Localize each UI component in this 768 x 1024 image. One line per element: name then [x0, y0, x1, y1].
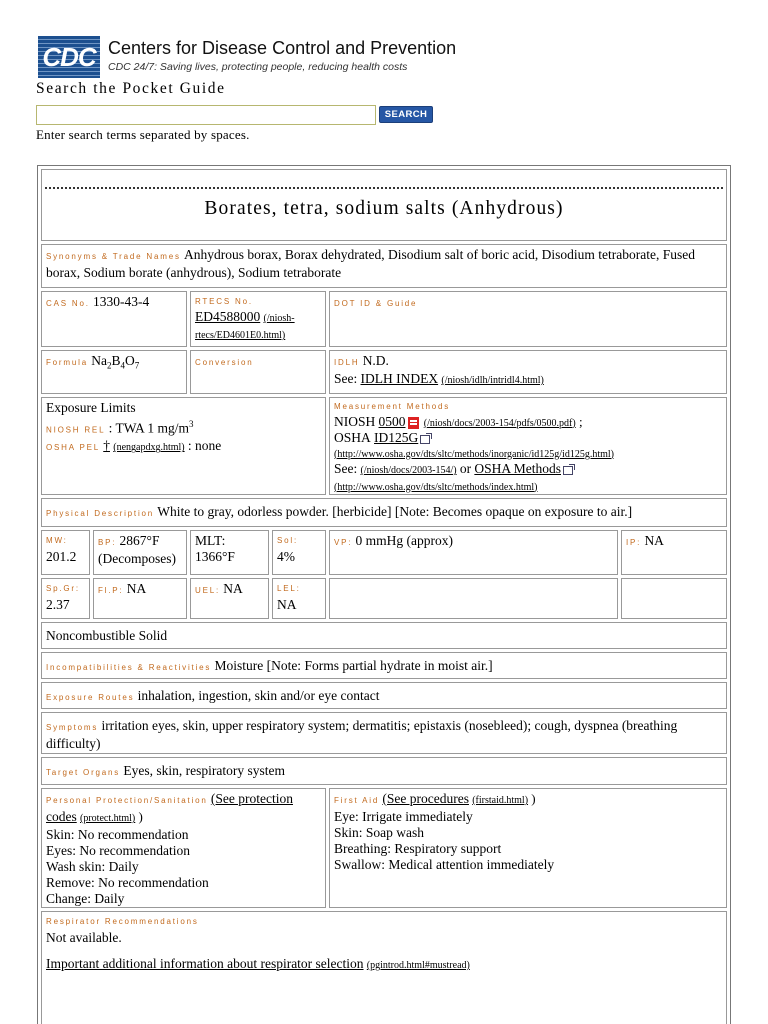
- or-text: or: [459, 461, 472, 476]
- spgr-value: 2.37: [46, 597, 70, 612]
- spgr-label: Sp.Gr:: [46, 584, 80, 593]
- site-header: [38, 36, 458, 78]
- formula-label: Formula: [46, 358, 88, 367]
- pdf-icon: [408, 417, 419, 429]
- sol-cell: [272, 530, 326, 575]
- ppe-cell: [41, 788, 326, 908]
- osha-pel-label: OSHA PEL: [46, 443, 100, 453]
- sol-value: 4%: [277, 549, 295, 564]
- idlh-cell: [329, 350, 727, 394]
- empty-cell: [329, 578, 618, 619]
- osha-method-prefix: OSHA: [334, 430, 371, 445]
- title-cell: [41, 169, 727, 241]
- lel-value: NA: [277, 597, 297, 612]
- empty-cell: [621, 578, 727, 619]
- respirator-info-link[interactable]: Important additional information about respirator selection: [46, 956, 364, 971]
- first-aid-cell: [329, 788, 727, 908]
- respirator-label: Respirator Recommendations: [46, 917, 199, 926]
- rtecs-label: RTECS No.: [195, 297, 253, 306]
- first-aid-link[interactable]: (See procedures: [382, 791, 469, 806]
- osha-pel-url[interactable]: (nengapdxg.html): [113, 442, 185, 454]
- idlh-index-url[interactable]: (/niosh/idlh/intridl4.html): [441, 375, 544, 386]
- ppe-line: Remove: No recommendation: [46, 875, 209, 890]
- osha-pel-link[interactable]: †: [103, 438, 110, 454]
- mlt-label: MLT:: [195, 533, 226, 548]
- respirator-cell: [41, 911, 727, 1024]
- flp-label: Fl.P:: [98, 586, 124, 595]
- org-name[interactable]: Centers for Disease Control and Prevention: [108, 38, 457, 58]
- exposure-limits-title: Exposure Limits: [46, 400, 136, 415]
- osha-methods-link[interactable]: OSHA Methods: [474, 461, 561, 476]
- physical-label: Physical Description: [46, 509, 155, 518]
- chemical-card: [37, 165, 731, 1024]
- external-link-icon: [563, 466, 573, 475]
- target-cell: [41, 757, 727, 785]
- tagline: CDC 24/7: Saving lives, protecting people, reducing health costs: [108, 61, 408, 73]
- synonyms-label: Synonyms & Trade Names: [46, 252, 181, 261]
- synonyms-cell: [41, 244, 727, 288]
- idlh-value: N.D.: [362, 353, 389, 368]
- search-button[interactable]: SEARCH: [379, 106, 433, 123]
- rtecs-link[interactable]: ED4588000: [195, 309, 261, 324]
- vp-cell: [329, 530, 618, 575]
- ppe-line: Change: Daily: [46, 891, 125, 906]
- synonyms-value: Anhydrous borax, Borax dehydrated, Disodium salt of boric acid, Disodium tetraborate, Fused borax, Sodium borate (anhydrous), Sodium tetraborate: [46, 247, 696, 280]
- ip-value: NA: [644, 533, 664, 548]
- ppe-close: ): [138, 809, 143, 824]
- mw-cell: [41, 530, 90, 575]
- spgr-cell: [41, 578, 90, 619]
- conversion-cell: [190, 350, 326, 394]
- cas-label: CAS No.: [46, 299, 90, 308]
- cdc-logo[interactable]: [38, 36, 100, 78]
- idlh-label: IDLH: [334, 358, 360, 367]
- mlt-value: 1366°F: [195, 549, 235, 564]
- search-hint: Enter search terms separated by spaces.: [36, 127, 250, 142]
- ip-cell: [621, 530, 727, 575]
- cdc-logo-text: CDC: [42, 41, 96, 72]
- methods-label: Measurement Methods: [334, 402, 451, 411]
- niosh-rel-sup: 3: [188, 419, 194, 429]
- search-input[interactable]: [36, 105, 376, 125]
- symptoms-value: irritation eyes, skin, upper respiratory system; dermatitis; epistaxis (nosebleed); cough, dyspnea (breathing difficulty): [46, 718, 678, 751]
- niosh-method-url[interactable]: (/niosh/docs/2003-154/pdfs/0500.pdf): [423, 417, 576, 429]
- first-aid-label: First Aid: [334, 796, 380, 805]
- osha-pel-value: : none: [187, 438, 222, 454]
- osha-method-url[interactable]: (http://www.osha.gov/dts/sltc/methods/inorganic/id125g/id125g.html): [334, 448, 614, 460]
- niosh-rel-value: : TWA 1 mg/m: [108, 420, 189, 436]
- routes-value: inhalation, ingestion, skin and/or eye contact: [137, 688, 380, 703]
- formula-cell: [41, 350, 187, 394]
- exposure-limits-cell: [41, 397, 326, 495]
- osha-methods-url[interactable]: (http://www.osha.gov/dts/sltc/methods/index.html): [334, 481, 538, 493]
- idlh-index-link[interactable]: IDLH INDEX: [360, 371, 439, 386]
- mw-value: 201.2: [46, 549, 77, 564]
- uel-value: NA: [223, 581, 243, 596]
- lel-cell: [272, 578, 326, 619]
- first-aid-line: Swallow: Medical attention immediately: [334, 857, 555, 872]
- respirator-value: Not available.: [46, 930, 122, 945]
- target-label: Target Organs: [46, 768, 121, 777]
- symptoms-cell: [41, 712, 727, 754]
- cas-value: 1330-43-4: [92, 294, 150, 309]
- chemical-name: Borates, tetra, sodium salts (Anhydrous): [204, 198, 564, 219]
- uel-label: UEL:: [195, 586, 220, 595]
- flp-value: NA: [126, 581, 147, 596]
- rtecs-url[interactable]: (/niosh-rtecs/ED4601E0.html): [195, 313, 295, 341]
- ppe-line: Wash skin: Daily: [46, 859, 139, 874]
- first-aid-line: Eye: Irrigate immediately: [334, 809, 473, 824]
- physical-cell: [41, 498, 727, 527]
- first-aid-url[interactable]: (firstaid.html): [472, 795, 529, 806]
- target-value: Eyes, skin, respiratory system: [123, 763, 285, 778]
- see-label: See:: [334, 461, 358, 476]
- ppe-label: Personal Protection/Sanitation: [46, 796, 208, 805]
- ppe-url[interactable]: (protect.html): [80, 813, 136, 824]
- external-link-icon: [420, 435, 430, 444]
- niosh-method-link[interactable]: 0500: [378, 413, 406, 429]
- mw-label: MW:: [46, 536, 68, 545]
- physical-value: White to gray, odorless powder. [herbicide] [Note: Becomes opaque on exposure to air.]: [157, 504, 633, 519]
- vp-value: 0 mmHg (approx): [355, 533, 454, 548]
- ppe-link[interactable]: (See protection codes: [46, 791, 293, 824]
- routes-label: Exposure Routes: [46, 693, 135, 702]
- bp-label: BP:: [98, 538, 117, 547]
- respirator-info-url[interactable]: (pgintrod.html#mustread): [366, 960, 470, 971]
- formula-value: $Na_2B_4O_7$: [91, 353, 140, 371]
- bp-value: 2867°F (Decomposes): [98, 533, 176, 566]
- routes-cell: [41, 682, 727, 709]
- dot-label: DOT ID & Guide: [334, 299, 418, 308]
- ip-label: IP:: [626, 538, 642, 547]
- incompat-cell: [41, 652, 727, 679]
- nmam-url[interactable]: (/niosh/docs/2003-154/): [360, 465, 457, 476]
- flp-cell: [93, 578, 187, 619]
- dotted-rule: [45, 187, 723, 189]
- rtecs-cell: [190, 291, 326, 347]
- first-aid-close: ): [531, 791, 536, 806]
- methods-cell: [329, 397, 727, 495]
- dot-cell: [329, 291, 727, 347]
- incompat-label: Incompatibilities & Reactivities: [46, 663, 212, 672]
- mlt-cell: [190, 530, 269, 575]
- ppe-line: Skin: No recommendation: [46, 827, 189, 842]
- first-aid-line: Breathing: Respiratory support: [334, 841, 502, 856]
- uel-cell: [190, 578, 269, 619]
- niosh-rel-label: NIOSH REL: [46, 425, 106, 435]
- cas-cell: [41, 291, 187, 347]
- bp-cell: [93, 530, 187, 575]
- conversion-label: Conversion: [195, 358, 254, 367]
- niosh-method-prefix: NIOSH: [334, 413, 376, 429]
- combustibility-value: Noncombustible Solid: [46, 628, 168, 643]
- osha-method-link[interactable]: ID125G: [374, 430, 419, 445]
- idlh-see: See:: [334, 371, 358, 386]
- incompat-value: Moisture [Note: Forms partial hydrate in moist air.]: [214, 658, 493, 673]
- lel-label: LEL:: [277, 584, 301, 593]
- niosh-method-sep: ;: [578, 413, 583, 429]
- vp-label: VP:: [334, 538, 353, 547]
- symptoms-label: Symptoms: [46, 723, 99, 732]
- sol-label: Sol:: [277, 536, 298, 545]
- search-title: Search the Pocket Guide: [36, 80, 226, 97]
- combustibility-cell: [41, 622, 727, 649]
- ppe-line: Eyes: No recommendation: [46, 843, 190, 858]
- first-aid-line: Skin: Soap wash: [334, 825, 425, 840]
